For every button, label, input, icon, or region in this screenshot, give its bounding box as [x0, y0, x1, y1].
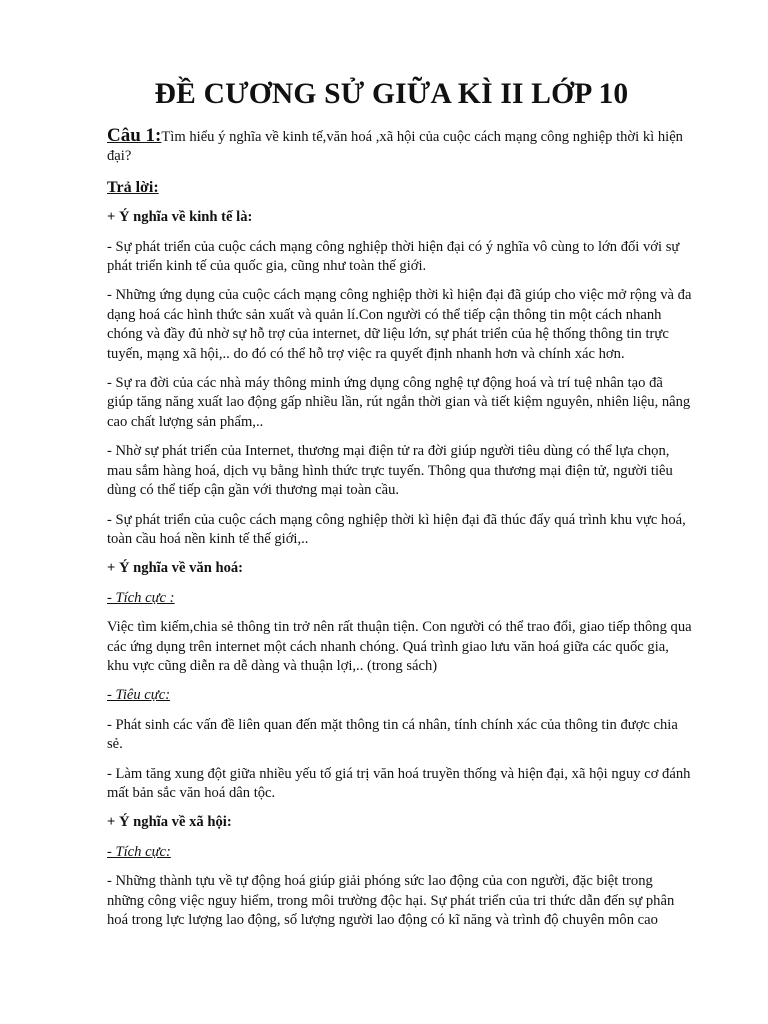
economic-paragraph: - Sự phát triển của cuộc cách mạng công nghiệp thời hiện đại có ý nghĩa vô cùng to lớn đối với sự phát triển kinh tế của quốc gia, cũng như toàn thế giới.: [107, 238, 680, 275]
culture-positive-label: - Tích cực :: [107, 589, 175, 606]
culture-positive-label-line: [107, 589, 692, 608]
document-title: ĐỀ CƯƠNG SỬ GIỮA KÌ II LỚP 10: [154, 78, 629, 110]
culture-negative-label: - Tiêu cực:: [107, 687, 171, 704]
answer-label: Trả lời:: [107, 178, 159, 196]
society-positive-text: - Những thành tựu về tự động hoá giúp giải phóng sức lao động của con người, đặc biệt trong những công việc nguy hiểm, trong môi trường độc hại. Sự phát triển của tri thức dẫn đến sự phân hoá trong lực lượng lao động, số lượng người lao động có kĩ năng và trình độ chuyên môn cao: [107, 873, 675, 928]
culture-negative-label-line: [107, 686, 692, 705]
economic-paragraph: - Sự ra đời của các nhà máy thông minh ứng dụng công nghệ tự động hoá và trí tuệ nhân tạo đã giúp tăng năng xuất lao động gấp nhiều lần, rút ngắn thời gian và tiết kiệm nguyên, nhiên liệu, nâng cao chất lượng sản phẩm,..: [107, 375, 691, 430]
question-1: [107, 126, 692, 167]
question-label: Câu 1:: [107, 125, 162, 146]
culture-negative-paragraph: - Làm tăng xung đột giữa nhiều yếu tố giá trị văn hoá truyền thống và hiện đại, xã hội nguy cơ đánh mất bản sắc văn hoá dân tộc.: [107, 765, 691, 801]
economic-heading: + Ý nghĩa về kinh tế là:: [107, 209, 253, 226]
society-positive-label-line: [107, 843, 692, 862]
economic-paragraph: - Sự phát triển của cuộc cách mạng công nghiệp thời kì hiện đại đã thúc đẩy quá trình khu vực hoá, toàn cầu hoá nền kinh tế thế giới,..: [107, 511, 686, 547]
society-positive-label: - Tích cực:: [107, 843, 171, 860]
economic-paragraph: - Nhờ sự phát triển của Internet, thương mại điện tử ra đời giúp người tiêu dùng có thể lựa chọn, mau sắm hàng hoá, dịch vụ bằng hình thức trực tuyến. Thông qua thương mại điện tử, người tiêu dùng có thể tiếp cận gần với thương mại toàn cầu.: [107, 443, 673, 499]
society-heading: + Ý nghĩa về xã hội:: [107, 814, 232, 831]
culture-negative-paragraph: - Phát sinh các vấn đề liên quan đến mặt thông tin cá nhân, tính chính xác của thông tin được chia sẻ.: [107, 716, 678, 753]
question-text: Tìm hiểu ý nghĩa về kinh tế,văn hoá ,xã hội của cuộc cách mạng công nghiệp thời kì hiện đại?: [107, 129, 683, 165]
economic-paragraph: - Những ứng dụng của cuộc cách mạng công nghiệp thời kì hiện đại đã giúp cho việc mở rộng và đa dạng hoá các hình thức sản xuất và quản lí.Con người có thể tiếp cận thông tin một cách nhanh chóng và đầy đủ nhờ sự hỗ trợ của internet, dữ liệu lớn, sự phát triển của hệ thống thông tin trực tuyến, mạng xã hội,.. do đó có thể hỗ trợ việc ra quyết định nhanh hơn và chính xác hơn.: [107, 287, 692, 362]
culture-heading: + Ý nghĩa về văn hoá:: [107, 560, 244, 577]
culture-positive-text: Việc tìm kiếm,chia sẻ thông tin trở nên rất thuận tiện. Con người có thể trao đổi, giao tiếp thông qua các ứng dụng trên internet một cách nhanh chóng. Quá trình giao lưu văn hoá giữa các quốc gia, khu vực cũng diễn ra dễ dàng và thuận lợi,.. (trong sách): [107, 619, 692, 674]
